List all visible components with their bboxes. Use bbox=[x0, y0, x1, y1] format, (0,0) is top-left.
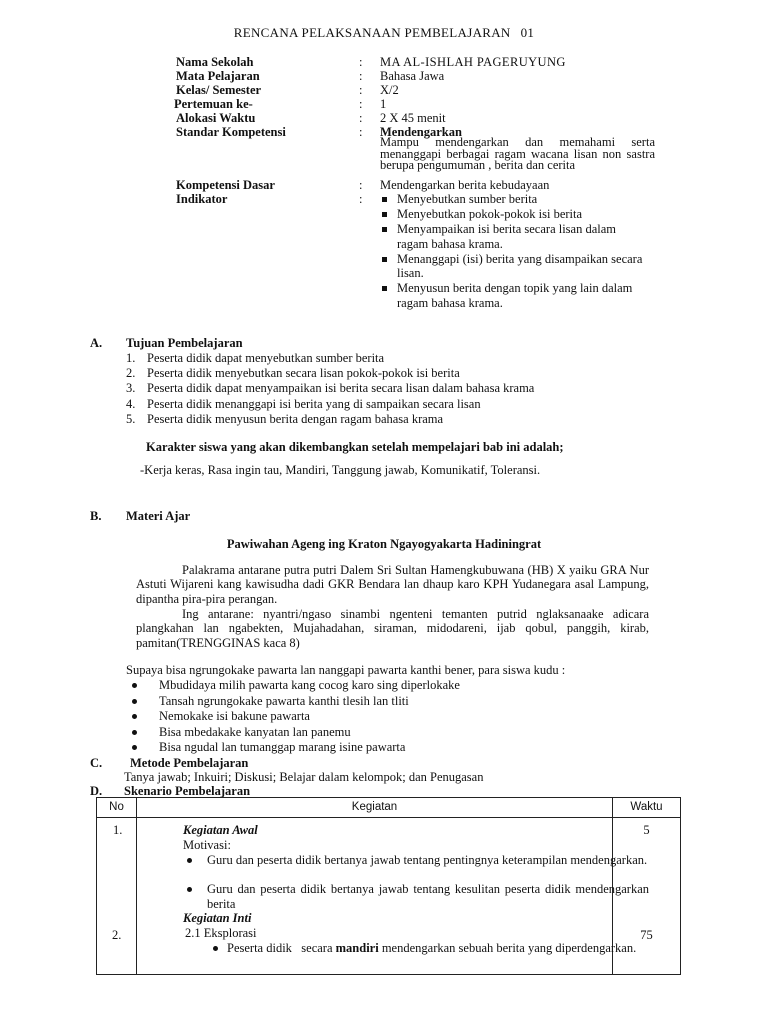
materi-title: Pawiwahan Ageng ing Kraton Ngayogyakarta Hadiningrat bbox=[226, 537, 542, 551]
value-kompetensi-dasar: Mendengarkan berita kebudayaan bbox=[380, 178, 550, 192]
document-title bbox=[0, 25, 768, 40]
bullet-icon bbox=[187, 887, 192, 892]
label-pertemuan: Pertemuan ke- bbox=[174, 97, 253, 111]
colon: : bbox=[359, 192, 363, 206]
colon: : bbox=[359, 111, 363, 125]
value-pertemuan: 1 bbox=[380, 97, 387, 111]
materi-intro: Supaya bisa ngrungokake pawarta lan nanggapi pawarta kanthi bener, para siswa kudu : bbox=[126, 663, 566, 677]
square-bullet-icon bbox=[382, 257, 387, 262]
square-bullet-icon bbox=[382, 197, 387, 202]
value-mata-pelajaran: Bahasa Jawa bbox=[380, 69, 445, 83]
section-d-title: Skenario Pembelajaran bbox=[124, 784, 251, 798]
section-d-letter: D. bbox=[90, 784, 103, 798]
list-item: Guru dan peserta didik bertanya jawab tentang pentingnya keterampilan mendengarkan. bbox=[185, 853, 649, 868]
header-waktu: Waktu bbox=[613, 798, 681, 818]
colon: : bbox=[359, 125, 363, 139]
skenario-table bbox=[96, 797, 681, 975]
list-item: Menyebutkan pokok-pokok isi berita bbox=[380, 207, 660, 222]
section-b-title: Materi Ajar bbox=[126, 509, 191, 523]
section-c-letter: C. bbox=[90, 756, 103, 770]
square-bullet-icon bbox=[382, 212, 387, 217]
row2-no: 2. bbox=[112, 928, 122, 942]
value-standar-kompetensi: Mendengarkan bbox=[380, 125, 462, 139]
row2-waktu: 75 bbox=[640, 928, 653, 942]
label-kelas-semester: Kelas/ Semester bbox=[176, 83, 262, 97]
value-alokasi-waktu: 2 X 45 menit bbox=[380, 111, 446, 125]
header-kegiatan: Kegiatan bbox=[137, 798, 613, 818]
bullet-icon bbox=[187, 858, 192, 863]
list-item: Menyusun berita dengan topik yang lain dalam ragam bahasa krama. bbox=[380, 281, 659, 310]
label-nama-sekolah: Nama Sekolah bbox=[176, 55, 254, 69]
section-a-letter: A. bbox=[90, 336, 103, 350]
colon: : bbox=[359, 178, 363, 192]
colon: : bbox=[359, 83, 363, 97]
cell-no bbox=[97, 818, 137, 975]
list-item: Menyampaikan isi berita secara lisan dalam ragam bahasa krama. bbox=[380, 222, 642, 251]
bullet-icon bbox=[132, 683, 137, 688]
list-item: Peserta didik secara mandiri mendengarkan sebuah berita yang diperdengarkan. bbox=[211, 941, 649, 956]
bullet-icon bbox=[132, 699, 137, 704]
colon: : bbox=[359, 69, 363, 83]
square-bullet-icon bbox=[382, 286, 387, 291]
motivasi-label: Motivasi: bbox=[183, 838, 231, 852]
kegiatan-inti-title: Kegiatan Inti bbox=[183, 911, 252, 925]
row1-no: 1. bbox=[113, 823, 123, 837]
section-b-letter: B. bbox=[90, 509, 102, 523]
materi-paragraph-1: Palakrama antarane putra putri Dalem Sri Sultan Hamengkubuwana (HB) X yaiku GRA Nur Astuti Wijareni kang kawisudha dadi GKR Bendara lan dhaup karo KPH Yudanegara asal Lampung, dipantha pira-pira perangan. bbox=[136, 563, 649, 606]
value-kelas-semester: X/2 bbox=[380, 83, 399, 97]
materi-paragraph-2: Ing antarane: nyantri/ngaso sinambi ngenteni temanten putrid nglaksanaake adicara plangkahan lan ngabekten, Mujahadahan, siraman, midodareni, ijab qobul, panggih, kirab, pamitan(TRENGGINAS kaca 8) bbox=[136, 607, 649, 650]
karakter-heading: Karakter siswa yang akan dikembangkan setelah mempelajari bab ini adalah; bbox=[146, 440, 564, 454]
label-mata-pelajaran: Mata Pelajaran bbox=[176, 69, 260, 83]
bullet-icon bbox=[132, 714, 137, 719]
label-alokasi-waktu: Alokasi Waktu bbox=[176, 111, 256, 125]
header-no: No bbox=[97, 798, 137, 818]
title-text: RENCANA PELAKSANAAN PEMBELAJARAN bbox=[233, 25, 511, 40]
square-bullet-icon bbox=[382, 227, 387, 232]
list-item: Menyebutkan sumber berita bbox=[380, 192, 660, 207]
value-nama-sekolah: MA AL-ISHLAH PAGERUYUNG bbox=[380, 55, 566, 69]
kegiatan-awal-title: Kegiatan Awal bbox=[183, 823, 258, 837]
table-header-row bbox=[97, 798, 681, 818]
bullet-icon bbox=[132, 745, 137, 750]
section-a-title: Tujuan Pembelajaran bbox=[126, 336, 243, 350]
list-item: Menanggapi (isi) berita yang disampaikan secara lisan. bbox=[380, 252, 657, 281]
label-standar-kompetensi: Standar Kompetensi bbox=[176, 125, 286, 139]
colon: : bbox=[359, 55, 363, 69]
table-row bbox=[97, 818, 681, 975]
eksplorasi-label: 2.1 Eksplorasi bbox=[185, 926, 257, 940]
row1-waktu: 5 bbox=[643, 823, 650, 837]
label-kompetensi-dasar: Kompetensi Dasar bbox=[176, 178, 275, 192]
bullet-icon bbox=[132, 730, 137, 735]
list-item: Guru dan peserta didik bertanya jawab tentang kesulitan peserta didik mendengarkan berita bbox=[185, 882, 649, 911]
cell-waktu bbox=[613, 818, 681, 975]
metode-text: Tanya jawab; Inkuiri; Diskusi; Belajar dalam kelompok; dan Penugasan bbox=[124, 770, 484, 784]
bullet-icon bbox=[213, 946, 218, 951]
title-number: 01 bbox=[520, 25, 535, 40]
label-indikator: Indikator bbox=[176, 192, 228, 206]
section-c-title: Metode Pembelajaran bbox=[130, 756, 249, 770]
karakter-list: -Kerja keras, Rasa ingin tau, Mandiri, Tanggung jawab, Komunikatif, Toleransi. bbox=[140, 463, 541, 477]
indikator-list bbox=[380, 192, 660, 311]
standar-kompetensi-description: Mampu mendengarkan dan memahami serta menanggapi berbagai ragam wacana lisan non sastra berupa pengumuman , berita dan cerita bbox=[380, 135, 655, 172]
colon: : bbox=[359, 97, 363, 111]
